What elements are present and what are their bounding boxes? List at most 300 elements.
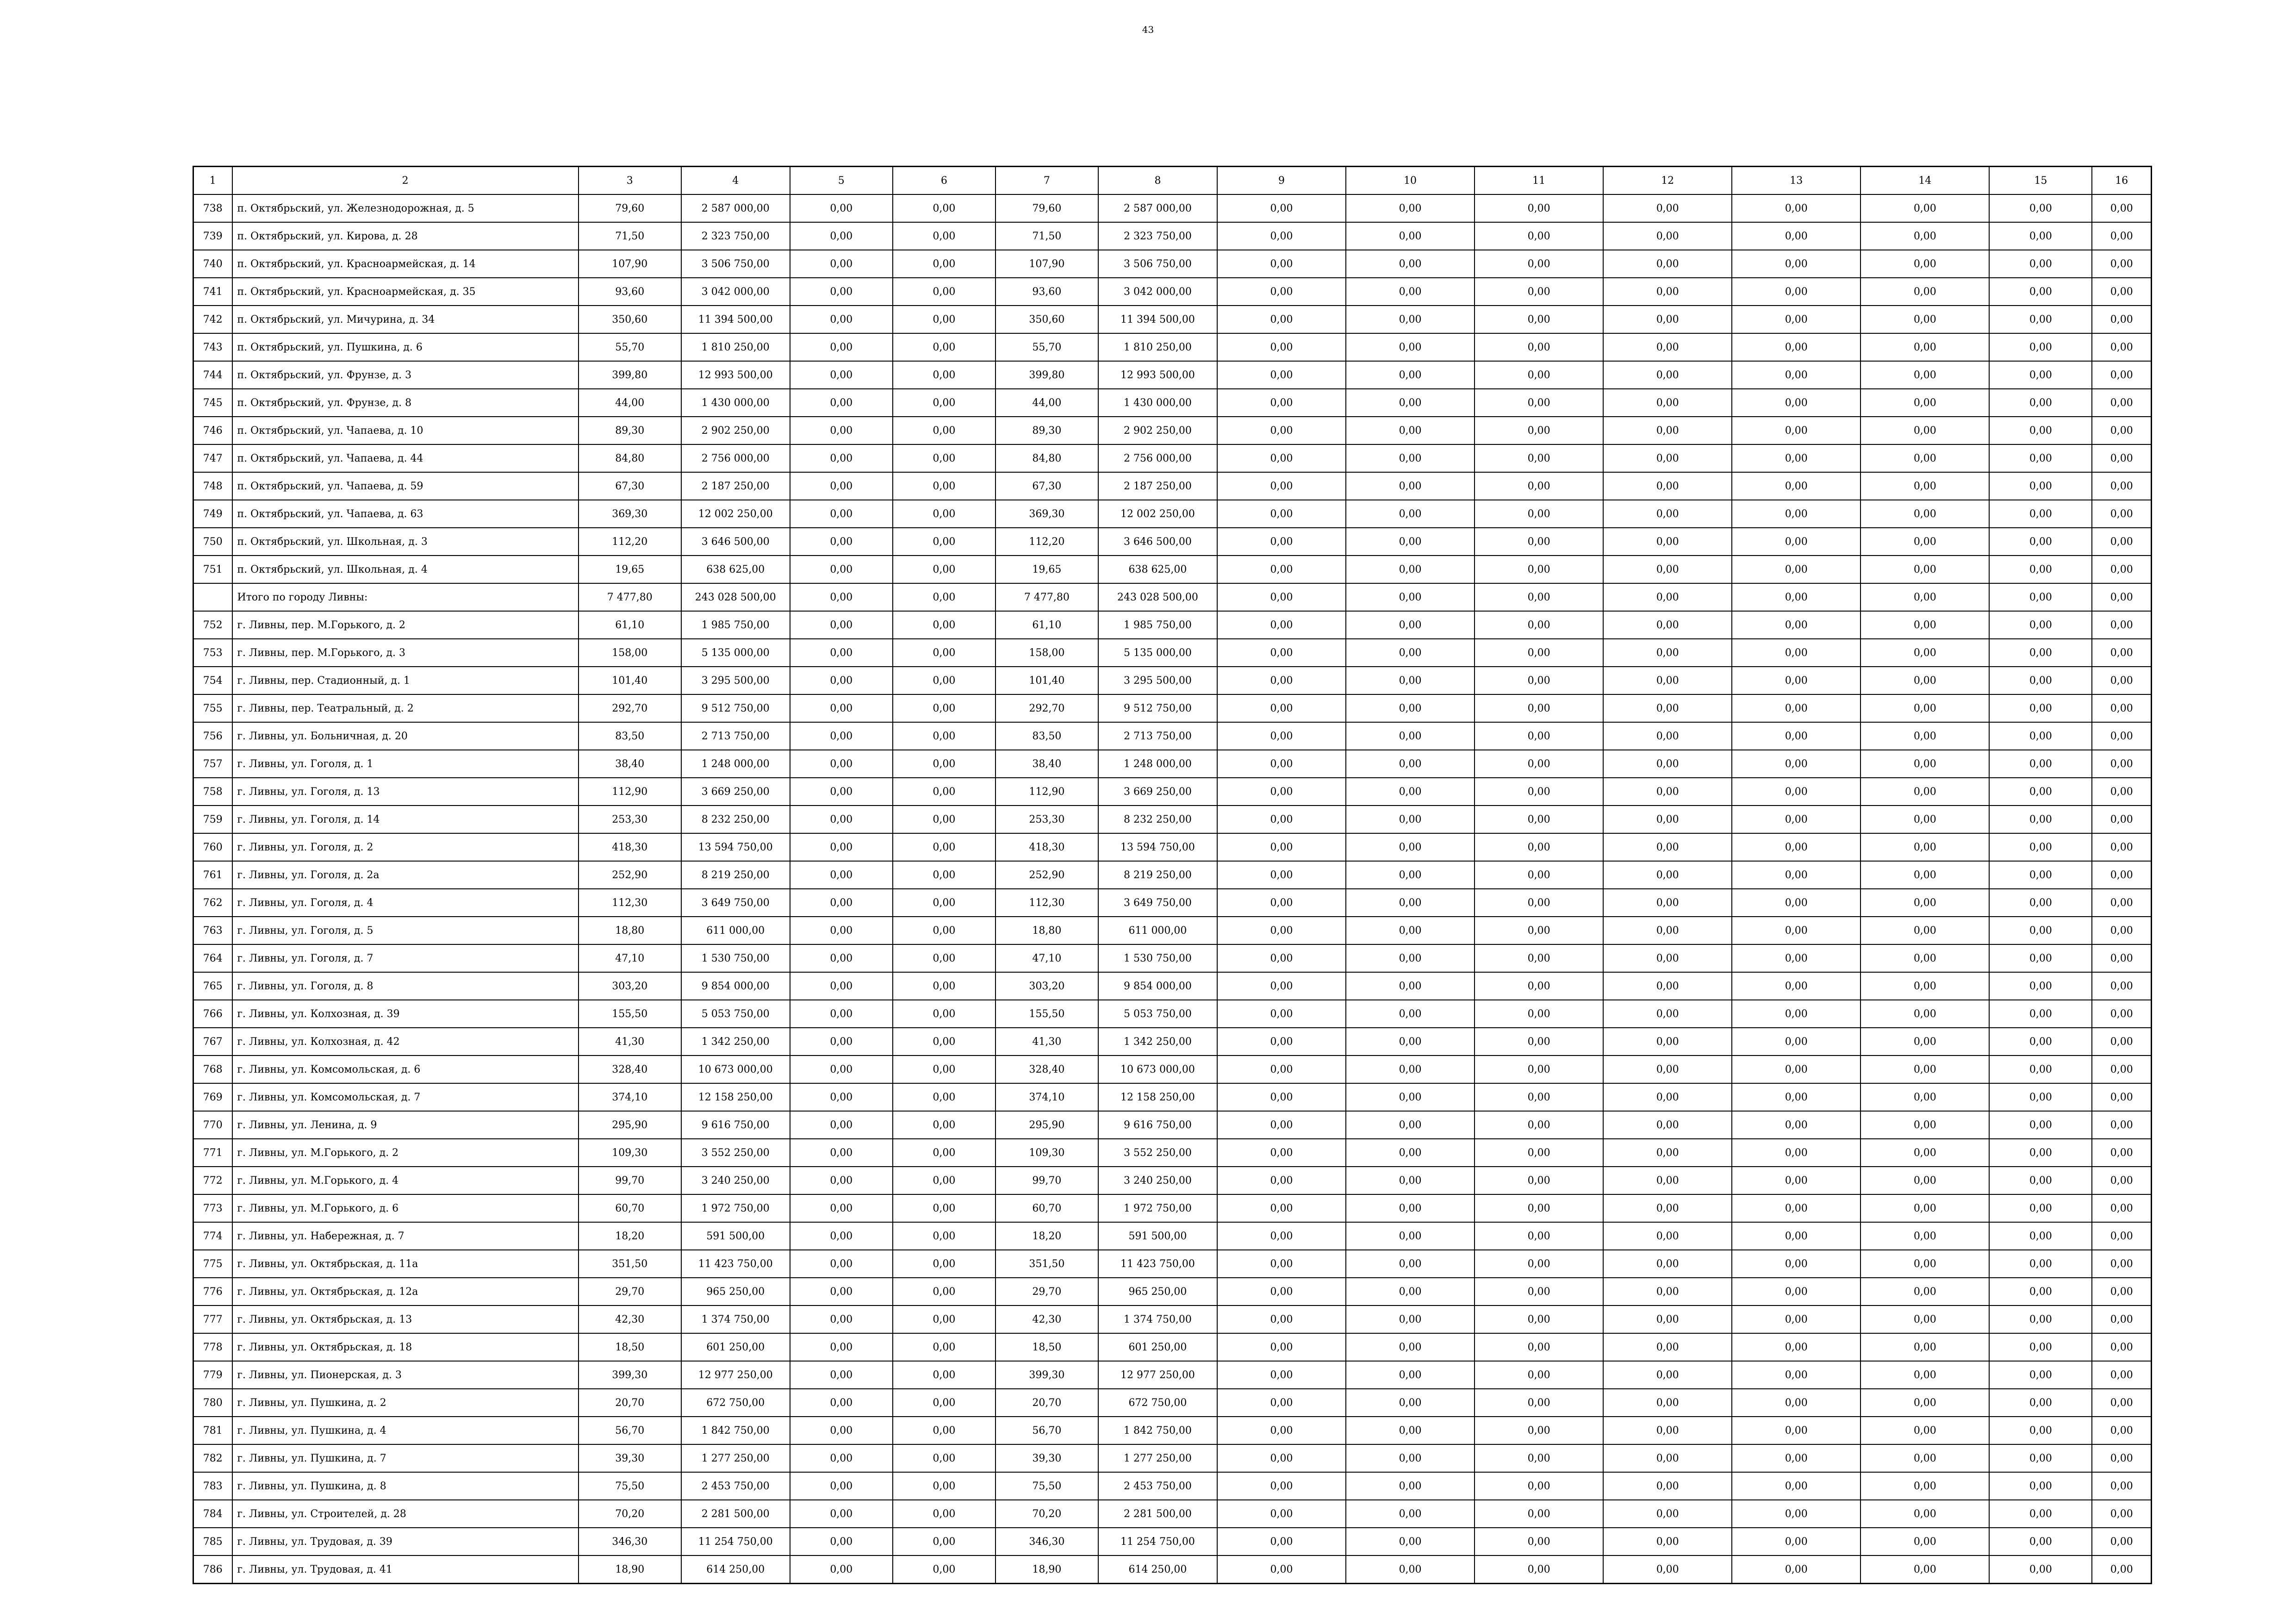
table-row <box>193 1389 2152 1417</box>
value-cell: 2 902 250,00 <box>681 417 790 444</box>
value-cell: 0,00 <box>893 389 996 417</box>
table-row <box>193 667 2152 694</box>
table-row <box>193 556 2152 583</box>
value-cell: 0,00 <box>1860 528 1989 556</box>
value-cell: 0,00 <box>1603 611 1732 639</box>
value-cell: 0,00 <box>1860 500 1989 528</box>
value-cell: 0,00 <box>2092 806 2151 833</box>
value-cell: 0,00 <box>893 833 996 861</box>
value-cell: 0,00 <box>1475 500 1603 528</box>
value-cell: 5 135 000,00 <box>1098 639 1217 667</box>
row-number-cell: 748 <box>193 472 232 500</box>
value-cell: 0,00 <box>2092 1417 2151 1444</box>
value-cell: 0,00 <box>1475 639 1603 667</box>
value-cell: 0,00 <box>1732 1194 1860 1222</box>
value-cell: 0,00 <box>1475 667 1603 694</box>
value-cell: 1 277 250,00 <box>1098 1444 1217 1472</box>
value-cell: 0,00 <box>1346 1472 1475 1500</box>
value-cell: 9 512 750,00 <box>681 694 790 722</box>
value-cell: 101,40 <box>996 667 1098 694</box>
value-cell: 0,00 <box>1989 1250 2092 1278</box>
value-cell: 42,30 <box>579 1305 681 1333</box>
value-cell: 0,00 <box>1217 667 1346 694</box>
value-cell: 0,00 <box>893 278 996 306</box>
value-cell: 13 594 750,00 <box>681 833 790 861</box>
value-cell: 0,00 <box>1475 1139 1603 1167</box>
value-cell: 3 295 500,00 <box>681 667 790 694</box>
value-cell: 0,00 <box>1217 1417 1346 1444</box>
row-number-cell: 751 <box>193 556 232 583</box>
value-cell: 0,00 <box>1603 333 1732 361</box>
value-cell: 0,00 <box>1475 1028 1603 1056</box>
value-cell: 39,30 <box>996 1444 1098 1472</box>
value-cell: 0,00 <box>1475 1083 1603 1111</box>
value-cell: 0,00 <box>893 694 996 722</box>
value-cell: 0,00 <box>1989 861 2092 889</box>
value-cell: 292,70 <box>579 694 681 722</box>
address-cell: г. Ливны, ул. Пушкина, д. 7 <box>232 1444 579 1472</box>
value-cell: 0,00 <box>1860 472 1989 500</box>
value-cell: 0,00 <box>790 528 893 556</box>
column-header-13: 13 <box>1732 167 1860 195</box>
value-cell: 350,60 <box>996 306 1098 333</box>
value-cell: 0,00 <box>790 833 893 861</box>
value-cell: 0,00 <box>790 722 893 750</box>
table-row <box>193 1305 2152 1333</box>
column-header-8: 8 <box>1098 167 1217 195</box>
address-cell: г. Ливны, ул. Больничная, д. 20 <box>232 722 579 750</box>
value-cell: 0,00 <box>1475 583 1603 611</box>
value-cell: 0,00 <box>1732 972 1860 1000</box>
value-cell: 0,00 <box>1860 750 1989 778</box>
value-cell: 0,00 <box>1860 694 1989 722</box>
value-cell: 20,70 <box>996 1389 1098 1417</box>
table-row <box>193 1028 2152 1056</box>
value-cell: 399,30 <box>579 1361 681 1389</box>
value-cell: 0,00 <box>1989 278 2092 306</box>
value-cell: 0,00 <box>1346 1167 1475 1194</box>
table-row <box>193 639 2152 667</box>
row-number-cell: 750 <box>193 528 232 556</box>
value-cell: 18,20 <box>579 1222 681 1250</box>
value-cell: 0,00 <box>1732 722 1860 750</box>
value-cell: 0,00 <box>1989 1444 2092 1472</box>
value-cell: 0,00 <box>1603 889 1732 917</box>
value-cell: 0,00 <box>893 1083 996 1111</box>
value-cell: 0,00 <box>2092 722 2151 750</box>
value-cell: 0,00 <box>1346 1278 1475 1305</box>
address-cell: п. Октябрьский, ул. Чапаева, д. 10 <box>232 417 579 444</box>
value-cell: 0,00 <box>1603 861 1732 889</box>
value-cell: 71,50 <box>996 222 1098 250</box>
value-cell: 0,00 <box>1989 1167 2092 1194</box>
value-cell: 0,00 <box>1732 556 1860 583</box>
address-cell: г. Ливны, ул. Гоголя, д. 14 <box>232 806 579 833</box>
value-cell: 0,00 <box>1475 1500 1603 1528</box>
value-cell: 0,00 <box>1217 917 1346 944</box>
value-cell: 112,90 <box>579 778 681 806</box>
value-cell: 0,00 <box>1860 250 1989 278</box>
address-cell: п. Октябрьский, ул. Чапаева, д. 44 <box>232 444 579 472</box>
value-cell: 0,00 <box>1732 417 1860 444</box>
value-cell: 0,00 <box>1732 1278 1860 1305</box>
value-cell: 0,00 <box>790 278 893 306</box>
value-cell: 0,00 <box>1346 250 1475 278</box>
value-cell: 0,00 <box>893 750 996 778</box>
value-cell: 0,00 <box>1732 472 1860 500</box>
row-number-cell: 786 <box>193 1555 232 1584</box>
value-cell: 0,00 <box>1989 1333 2092 1361</box>
value-cell: 0,00 <box>1732 917 1860 944</box>
value-cell: 0,00 <box>1989 1500 2092 1528</box>
value-cell: 0,00 <box>1989 1139 2092 1167</box>
value-cell: 12 158 250,00 <box>681 1083 790 1111</box>
value-cell: 0,00 <box>790 1139 893 1167</box>
value-cell: 0,00 <box>1217 1111 1346 1139</box>
value-cell: 112,20 <box>996 528 1098 556</box>
value-cell: 0,00 <box>1860 194 1989 222</box>
value-cell: 2 453 750,00 <box>1098 1472 1217 1500</box>
value-cell: 0,00 <box>1217 1083 1346 1111</box>
row-number-cell: 759 <box>193 806 232 833</box>
value-cell: 2 453 750,00 <box>681 1472 790 1500</box>
value-cell: 0,00 <box>1860 1389 1989 1417</box>
value-cell: 0,00 <box>1860 361 1989 389</box>
value-cell: 61,10 <box>996 611 1098 639</box>
value-cell: 18,80 <box>579 917 681 944</box>
address-cell: г. Ливны, ул. Колхозная, д. 42 <box>232 1028 579 1056</box>
row-number-cell: 756 <box>193 722 232 750</box>
value-cell: 0,00 <box>1346 1361 1475 1389</box>
value-cell: 295,90 <box>996 1111 1098 1139</box>
value-cell: 89,30 <box>579 417 681 444</box>
value-cell: 0,00 <box>893 222 996 250</box>
value-cell: 0,00 <box>1989 778 2092 806</box>
column-header-11: 11 <box>1475 167 1603 195</box>
value-cell: 303,20 <box>996 972 1098 1000</box>
value-cell: 614 250,00 <box>1098 1555 1217 1584</box>
value-cell: 0,00 <box>1603 722 1732 750</box>
address-cell: г. Ливны, ул. Гоголя, д. 13 <box>232 778 579 806</box>
value-cell: 0,00 <box>2092 250 2151 278</box>
value-cell: 0,00 <box>1346 1528 1475 1555</box>
value-cell: 0,00 <box>1732 361 1860 389</box>
table-row <box>193 889 2152 917</box>
value-cell: 0,00 <box>1732 389 1860 417</box>
value-cell: 0,00 <box>1346 1444 1475 1472</box>
value-cell: 1 972 750,00 <box>681 1194 790 1222</box>
value-cell: 0,00 <box>1989 528 2092 556</box>
value-cell: 303,20 <box>579 972 681 1000</box>
value-cell: 0,00 <box>1475 389 1603 417</box>
value-cell: 0,00 <box>1860 1250 1989 1278</box>
value-cell: 0,00 <box>1989 472 2092 500</box>
value-cell: 0,00 <box>1475 1250 1603 1278</box>
value-cell: 0,00 <box>1989 1222 2092 1250</box>
value-cell: 0,00 <box>1346 1305 1475 1333</box>
value-cell: 42,30 <box>996 1305 1098 1333</box>
value-cell: 0,00 <box>1860 833 1989 861</box>
value-cell: 0,00 <box>790 389 893 417</box>
value-cell: 0,00 <box>2092 556 2151 583</box>
value-cell: 0,00 <box>790 889 893 917</box>
value-cell: 0,00 <box>1217 889 1346 917</box>
value-cell: 0,00 <box>1989 250 2092 278</box>
value-cell: 11 394 500,00 <box>681 306 790 333</box>
value-cell: 399,80 <box>996 361 1098 389</box>
table-row <box>193 1083 2152 1111</box>
table-row <box>193 1333 2152 1361</box>
value-cell: 0,00 <box>1860 722 1989 750</box>
address-cell: г. Ливны, ул. Пушкина, д. 4 <box>232 1417 579 1444</box>
value-cell: 0,00 <box>790 306 893 333</box>
address-cell: п. Октябрьский, ул. Фрунзе, д. 3 <box>232 361 579 389</box>
row-number-cell: 738 <box>193 194 232 222</box>
value-cell: 0,00 <box>1346 972 1475 1000</box>
value-cell: 0,00 <box>2092 1250 2151 1278</box>
table-row <box>193 1444 2152 1472</box>
row-number-cell: 757 <box>193 750 232 778</box>
value-cell: 0,00 <box>1217 194 1346 222</box>
value-cell: 1 430 000,00 <box>1098 389 1217 417</box>
value-cell: 0,00 <box>1860 1111 1989 1139</box>
value-cell: 0,00 <box>893 1111 996 1139</box>
value-cell: 0,00 <box>1217 389 1346 417</box>
value-cell: 0,00 <box>1346 833 1475 861</box>
value-cell: 93,60 <box>996 278 1098 306</box>
value-cell: 0,00 <box>1603 389 1732 417</box>
table-row <box>193 694 2152 722</box>
address-cell: г. Ливны, ул. Гоголя, д. 2а <box>232 861 579 889</box>
value-cell: 11 254 750,00 <box>681 1528 790 1555</box>
value-cell: 0,00 <box>2092 861 2151 889</box>
value-cell: 12 977 250,00 <box>681 1361 790 1389</box>
row-number-cell: 767 <box>193 1028 232 1056</box>
value-cell: 0,00 <box>1603 278 1732 306</box>
address-cell: г. Ливны, ул. Пионерская, д. 3 <box>232 1361 579 1389</box>
value-cell: 0,00 <box>1217 278 1346 306</box>
column-header-14: 14 <box>1860 167 1989 195</box>
value-cell: 101,40 <box>579 667 681 694</box>
value-cell: 112,30 <box>579 889 681 917</box>
address-cell: п. Октябрьский, ул. Пушкина, д. 6 <box>232 333 579 361</box>
value-cell: 0,00 <box>1989 1194 2092 1222</box>
value-cell: 0,00 <box>1860 806 1989 833</box>
value-cell: 0,00 <box>1603 444 1732 472</box>
value-cell: 253,30 <box>996 806 1098 833</box>
value-cell: 0,00 <box>2092 444 2151 472</box>
value-cell: 0,00 <box>1603 1389 1732 1417</box>
value-cell: 60,70 <box>579 1194 681 1222</box>
value-cell: 8 232 250,00 <box>681 806 790 833</box>
row-number-cell: 742 <box>193 306 232 333</box>
value-cell: 0,00 <box>2092 1028 2151 1056</box>
value-cell: 0,00 <box>1475 1555 1603 1584</box>
value-cell: 0,00 <box>1475 1417 1603 1444</box>
address-cell: г. Ливны, ул. Колхозная, д. 39 <box>232 1000 579 1028</box>
address-cell: г. Ливны, ул. Октябрьская, д. 13 <box>232 1305 579 1333</box>
value-cell: 0,00 <box>1217 1389 1346 1417</box>
table-row <box>193 1222 2152 1250</box>
value-cell: 0,00 <box>1860 417 1989 444</box>
value-cell: 0,00 <box>1346 1417 1475 1444</box>
value-cell: 7 477,80 <box>996 583 1098 611</box>
value-cell: 0,00 <box>1732 1417 1860 1444</box>
value-cell: 12 002 250,00 <box>681 500 790 528</box>
value-cell: 3 646 500,00 <box>681 528 790 556</box>
value-cell: 0,00 <box>1860 1194 1989 1222</box>
value-cell: 0,00 <box>893 1222 996 1250</box>
row-number-cell <box>193 583 232 611</box>
value-cell: 0,00 <box>1732 833 1860 861</box>
value-cell: 3 295 500,00 <box>1098 667 1217 694</box>
value-cell: 0,00 <box>1603 1305 1732 1333</box>
value-cell: 0,00 <box>893 1361 996 1389</box>
value-cell: 0,00 <box>893 1500 996 1528</box>
value-cell: 12 993 500,00 <box>1098 361 1217 389</box>
value-cell: 0,00 <box>893 1028 996 1056</box>
value-cell: 0,00 <box>1860 1222 1989 1250</box>
value-cell: 12 002 250,00 <box>1098 500 1217 528</box>
value-cell: 0,00 <box>2092 194 2151 222</box>
value-cell: 0,00 <box>1989 1555 2092 1584</box>
value-cell: 0,00 <box>1860 1083 1989 1111</box>
row-number-cell: 773 <box>193 1194 232 1222</box>
value-cell: 0,00 <box>1603 1417 1732 1444</box>
value-cell: 0,00 <box>1989 639 2092 667</box>
table-row <box>193 1250 2152 1278</box>
value-cell: 3 646 500,00 <box>1098 528 1217 556</box>
value-cell: 0,00 <box>1989 583 2092 611</box>
value-cell: 0,00 <box>1475 417 1603 444</box>
value-cell: 0,00 <box>790 1167 893 1194</box>
value-cell: 0,00 <box>1217 750 1346 778</box>
value-cell: 965 250,00 <box>1098 1278 1217 1305</box>
value-cell: 0,00 <box>2092 611 2151 639</box>
value-cell: 0,00 <box>893 1444 996 1472</box>
value-cell: 0,00 <box>1346 361 1475 389</box>
value-cell: 0,00 <box>2092 1000 2151 1028</box>
value-cell: 0,00 <box>1475 1111 1603 1139</box>
value-cell: 0,00 <box>790 1083 893 1111</box>
subtotal-row <box>193 583 2152 611</box>
value-cell: 0,00 <box>1860 389 1989 417</box>
value-cell: 672 750,00 <box>1098 1389 1217 1417</box>
value-cell: 0,00 <box>1475 250 1603 278</box>
value-cell: 0,00 <box>1603 583 1732 611</box>
value-cell: 0,00 <box>1346 750 1475 778</box>
value-cell: 9 854 000,00 <box>1098 972 1217 1000</box>
value-cell: 0,00 <box>2092 306 2151 333</box>
value-cell: 0,00 <box>1732 278 1860 306</box>
value-cell: 0,00 <box>1346 389 1475 417</box>
value-cell: 1 972 750,00 <box>1098 1194 1217 1222</box>
value-cell: 0,00 <box>893 1000 996 1028</box>
value-cell: 0,00 <box>1346 1000 1475 1028</box>
value-cell: 0,00 <box>893 250 996 278</box>
value-cell: 0,00 <box>893 500 996 528</box>
value-cell: 0,00 <box>1989 917 2092 944</box>
value-cell: 0,00 <box>1989 889 2092 917</box>
value-cell: 18,50 <box>579 1333 681 1361</box>
value-cell: 252,90 <box>996 861 1098 889</box>
value-cell: 0,00 <box>1217 1444 1346 1472</box>
value-cell: 0,00 <box>1860 889 1989 917</box>
address-cell: г. Ливны, ул. Октябрьская, д. 11а <box>232 1250 579 1278</box>
address-cell: г. Ливны, ул. Трудовая, д. 39 <box>232 1528 579 1555</box>
value-cell: 0,00 <box>1860 1333 1989 1361</box>
value-cell: 0,00 <box>1603 1111 1732 1139</box>
address-cell: г. Ливны, ул. М.Горького, д. 6 <box>232 1194 579 1222</box>
address-cell: п. Октябрьский, ул. Чапаева, д. 59 <box>232 472 579 500</box>
value-cell: 2 281 500,00 <box>1098 1500 1217 1528</box>
address-cell: г. Ливны, пер. Стадионный, д. 1 <box>232 667 579 694</box>
value-cell: 328,40 <box>579 1056 681 1083</box>
value-cell: 0,00 <box>1603 667 1732 694</box>
value-cell: 0,00 <box>1217 1028 1346 1056</box>
column-header-1: 1 <box>193 167 232 195</box>
value-cell: 0,00 <box>1346 694 1475 722</box>
value-cell: 0,00 <box>1860 861 1989 889</box>
value-cell: 0,00 <box>1732 500 1860 528</box>
value-cell: 3 042 000,00 <box>1098 278 1217 306</box>
value-cell: 112,20 <box>579 528 681 556</box>
address-cell: г. Ливны, ул. Строителей, д. 28 <box>232 1500 579 1528</box>
value-cell: 0,00 <box>1732 944 1860 972</box>
value-cell: 0,00 <box>790 1500 893 1528</box>
address-cell: п. Октябрьский, ул. Красноармейская, д. 35 <box>232 278 579 306</box>
value-cell: 0,00 <box>2092 1083 2151 1111</box>
value-cell: 0,00 <box>1989 417 2092 444</box>
value-cell: 0,00 <box>1346 306 1475 333</box>
value-cell: 0,00 <box>2092 389 2151 417</box>
value-cell: 0,00 <box>893 306 996 333</box>
value-cell: 0,00 <box>1989 361 2092 389</box>
column-header-10: 10 <box>1346 167 1475 195</box>
value-cell: 0,00 <box>1346 639 1475 667</box>
value-cell: 0,00 <box>1475 556 1603 583</box>
address-cell: г. Ливны, ул. Ленина, д. 9 <box>232 1111 579 1139</box>
value-cell: 1 248 000,00 <box>681 750 790 778</box>
value-cell: 0,00 <box>1475 1305 1603 1333</box>
value-cell: 0,00 <box>893 417 996 444</box>
value-cell: 19,65 <box>996 556 1098 583</box>
row-number-cell: 772 <box>193 1167 232 1194</box>
value-cell: 56,70 <box>996 1417 1098 1444</box>
value-cell: 2 587 000,00 <box>1098 194 1217 222</box>
value-cell: 0,00 <box>1989 1111 2092 1139</box>
value-cell: 2 756 000,00 <box>681 444 790 472</box>
value-cell: 2 713 750,00 <box>1098 722 1217 750</box>
address-cell: г. Ливны, ул. Октябрьская, д. 12а <box>232 1278 579 1305</box>
value-cell: 0,00 <box>1732 194 1860 222</box>
value-cell: 0,00 <box>790 1333 893 1361</box>
value-cell: 0,00 <box>893 1139 996 1167</box>
address-cell: г. Ливны, ул. Гоголя, д. 4 <box>232 889 579 917</box>
value-cell: 0,00 <box>1989 1528 2092 1555</box>
value-cell: 71,50 <box>579 222 681 250</box>
value-cell: 0,00 <box>1475 861 1603 889</box>
value-cell: 399,30 <box>996 1361 1098 1389</box>
value-cell: 0,00 <box>790 417 893 444</box>
value-cell: 0,00 <box>1732 1111 1860 1139</box>
value-cell: 346,30 <box>996 1528 1098 1555</box>
value-cell: 0,00 <box>1475 1222 1603 1250</box>
value-cell: 0,00 <box>2092 361 2151 389</box>
value-cell: 0,00 <box>1346 333 1475 361</box>
value-cell: 0,00 <box>2092 833 2151 861</box>
value-cell: 0,00 <box>1475 222 1603 250</box>
